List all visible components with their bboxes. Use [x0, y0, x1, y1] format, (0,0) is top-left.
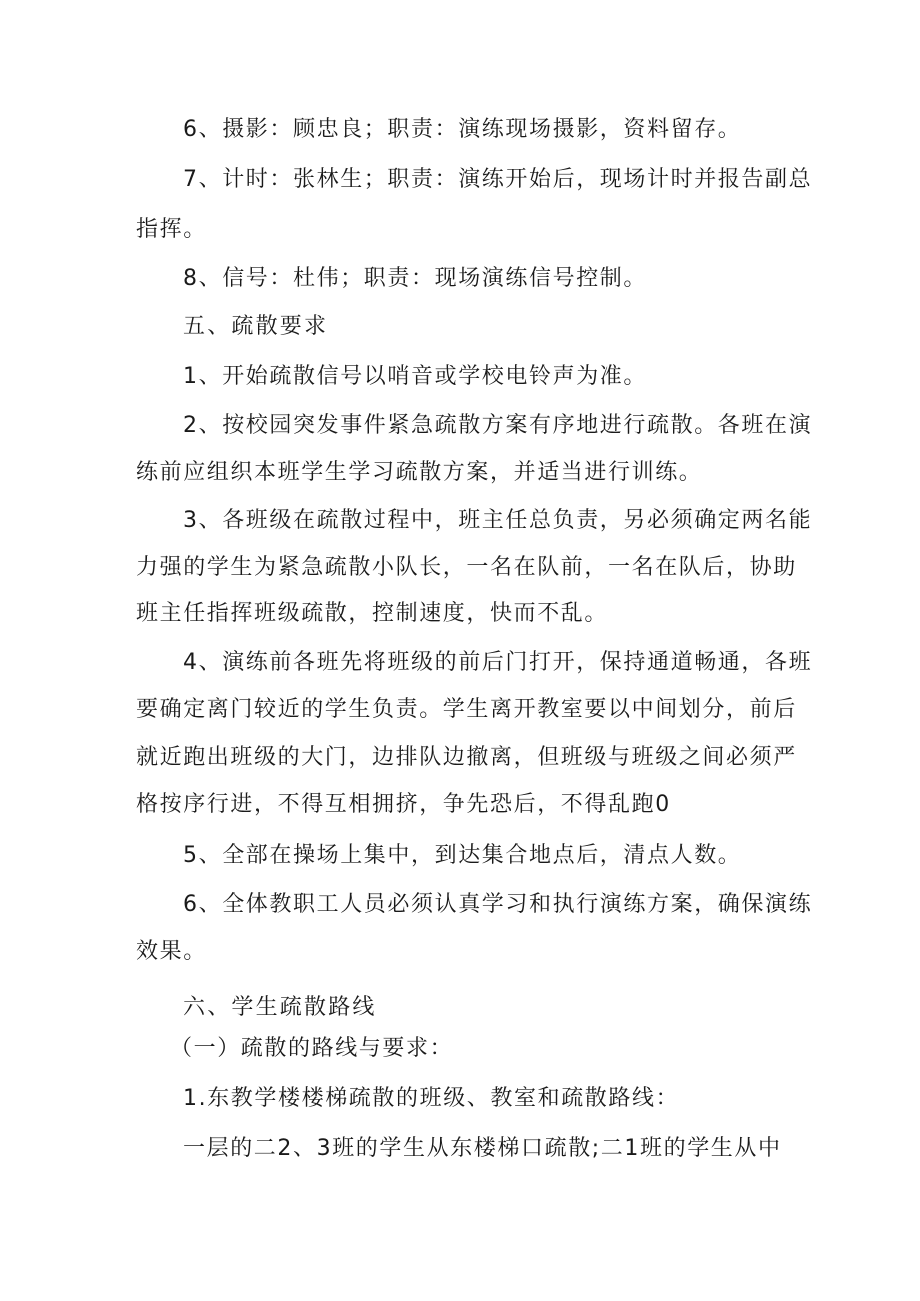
text-line-req-6-cont: 效果。: [136, 939, 207, 964]
text-line-first-floor-routes: 一层的二2、3班的学生从东楼梯口疏散;二1班的学生从中: [183, 1136, 782, 1161]
text-line-timing-duty: 7、计时：张林生；职责：演练开始后，现场计时并报告副总: [183, 167, 813, 192]
text-line-req-3-cont-2: 班主任指挥班级疏散，控制速度，快而不乱。: [136, 601, 609, 626]
text-line-signal-duty: 8、信号：杜伟；职责：现场演练信号控制。: [183, 266, 647, 291]
text-line-photography-duty: 6、摄影：顾忠良；职责：演练现场摄影，资料留存。: [183, 117, 742, 142]
text-line-req-6: 6、全体教职工人员必须认真学习和执行演练方案，确保演练: [183, 892, 813, 917]
text-line-req-3-cont-1: 力强的学生为紧急疏散小队长，一名在队前，一名在队后，协助: [136, 555, 797, 580]
text-line-req-2-cont: 练前应组织本班学生学习疏散方案，并适当进行训练。: [136, 460, 703, 485]
text-line-east-building-routes: 1.东教学楼楼梯疏散的班级、教室和疏散路线：: [183, 1086, 680, 1111]
text-line-req-1: 1、开始疏散信号以哨音或学校电铃声为准。: [183, 364, 647, 389]
text-line-req-2: 2、按校园突发事件紧急疏散方案有序地进行疏散。各班在演: [183, 413, 813, 438]
text-line-req-4-cont-1: 要确定离门较近的学生负责。学生离开教室要以中间划分，前后: [136, 697, 797, 722]
subsection-heading-routes-and-requirements: （一）疏散的路线与要求：: [170, 1036, 454, 1061]
text-line-req-4-cont-2: 就近跑出班级的大门，边排队边撤离，但班级与班级之间必须严: [136, 745, 797, 770]
section-heading-evacuation-routes: 六、学生疏散路线: [183, 995, 377, 1020]
text-line-req-4-cont-3: 格按序行进，不得互相拥挤，争先恐后，不得乱跑0: [136, 792, 671, 817]
text-line-req-5: 5、全部在操场上集中，到达集合地点后，清点人数。: [183, 843, 742, 868]
section-heading-evacuation-requirements: 五、疏散要求: [183, 314, 329, 339]
text-line-req-4: 4、演练前各班先将班级的前后门打开，保持通道畅通，各班: [183, 650, 813, 675]
text-line-timing-duty-cont: 指挥。: [136, 217, 207, 242]
text-line-req-3: 3、各班级在疏散过程中，班主任总负责，另必须确定两名能: [183, 508, 813, 533]
